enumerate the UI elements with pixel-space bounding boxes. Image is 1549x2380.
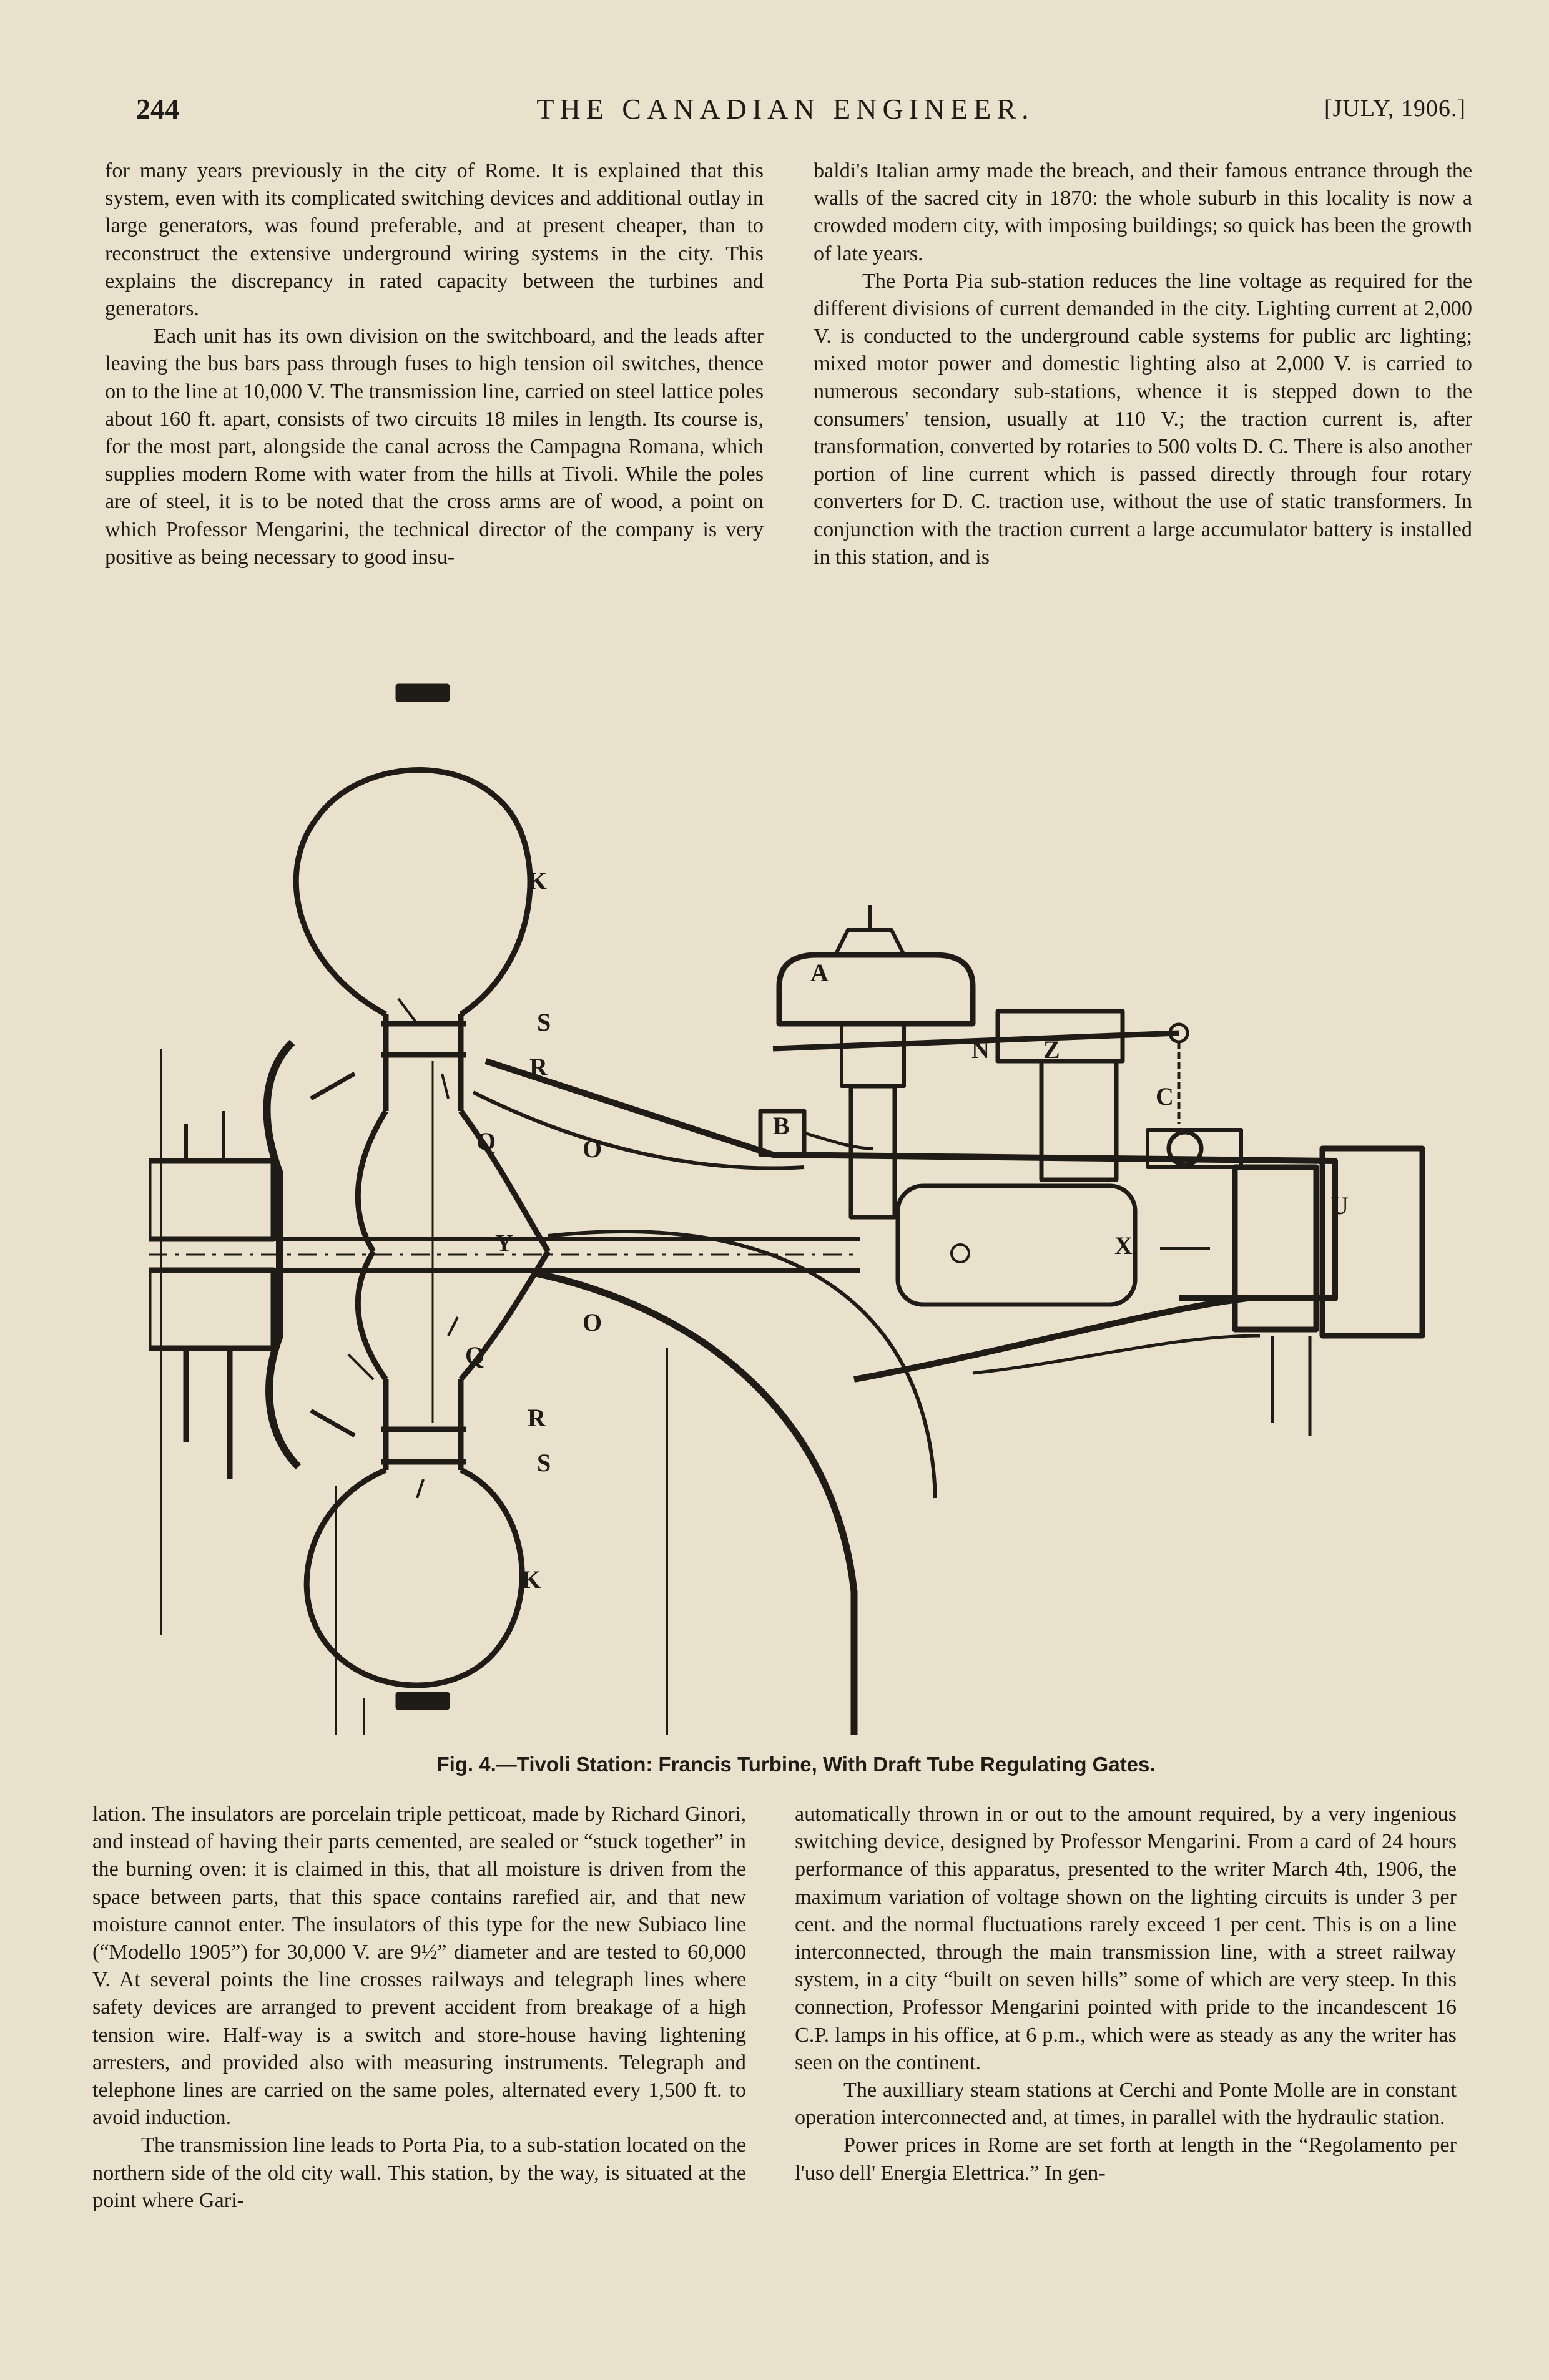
figure-label: Y [495, 1229, 513, 1257]
paragraph: The auxilliary steam stations at Cerchi and Ponte Molle are in constant operation interconnected and, at times, in parallel with the hydraulic station. [795, 2079, 1457, 2130]
top-left-column [105, 157, 764, 571]
figure-label: O [583, 1135, 602, 1163]
figure-label: N [971, 1036, 990, 1064]
paragraph: lation. The insulators are porcelain triple petticoat, made by Richard Ginori, and instead of having their parts cemented, are sealed or “stuck together” in the burning oven: it is claimed in this, that all moisture is driven from the space between parts, that this space contains rarefied air, and that new moisture cannot enter. The insulators of this type for the new Subiaco line (“Modello 1905”) for 30,000 V. are 9½” diameter and are tested to 60,000 V. At several points the line crosses railways and telegraph lines where safety devices are arranged to prevent accident from breakage of a high tension wire. Half-way is a switch and store-house having lightening arresters, and provided also with measuring instruments. Telegraph and telephone lines are carried on the same poles, alternated every 1,500 ft. to avoid induction. [92, 1803, 746, 2130]
paragraph: automatically thrown in or out to the amount required, by a very ingenious switching device, designed by Professor Mengarini. From a card of 24 hours performance of this apparatus, presented to the writer March 4th, 1906, the maximum variation of voltage shown on the lighting circuits is under 3 per cent. and the normal fluctuations rarely exceed 1 per cent. This is on a line interconnected, through the main transmission line, with a street railway system, in a city “built on seven hills” some of which are very steep. In this connection, Professor Mengarini pointed with pride to the incandescent 16 C.P. lamps in his office, at 6 p.m., which were as steady as any the writer has seen on the continent. [795, 1803, 1457, 2074]
paragraph: Power prices in Rome are set forth at length in the “Regolamento per l'uso dell' Energia Elettrica.” In gen- [795, 2133, 1457, 2185]
figure-label: Q [465, 1341, 485, 1369]
top-right-column [814, 157, 1472, 571]
turbine-drawing [149, 674, 1447, 1754]
bottom-left-column [92, 1801, 746, 2215]
paragraph: baldi's Italian army made the breach, and their famous entrance through the walls of the sacred city in 1870: the whole suburb in this locality is now a crowded modern city, with imposing buildings; so quick has been the growth of late years. [814, 159, 1472, 265]
figure-label: Q [476, 1127, 496, 1155]
figure-label: B [773, 1112, 790, 1140]
running-header [105, 92, 1466, 136]
issue-date: [JULY, 1906.] [1324, 95, 1466, 122]
figure-label: R [529, 1053, 548, 1081]
figure-label: A [810, 959, 829, 987]
figure-label: K [521, 1565, 541, 1594]
paragraph: Each unit has its own division on the switchboard, and the leads after leaving the bus bars pass through fuses to high tension oil switches, thence on to the line at 10,000 V. The transmission line, carried on steel lattice poles about 160 ft. apart, consists of two circuits 18 miles in length. Its course is, for the most part, alongside the canal across the Campagna Romana, which supplies modern Rome with water from the hills at Tivoli. While the poles are of steel, it is to be noted that the cross arms are of wood, a point on which Professor Mengarini, the technical director of the company is very positive as being necessary to good insu- [105, 325, 764, 569]
bottom-right-column [795, 1801, 1457, 2187]
figure-label: K [528, 867, 548, 895]
figure-label: X [1114, 1232, 1133, 1260]
paragraph: for many years previously in the city of Rome. It is explained that this system, even with its complicated switching devices and additional outlay in large generators, was found preferable, and at present cheaper, than to reconstruct the extensive underground wiring systems in the city. This explains the discrepancy in rated capacity between the turbines and generators. [105, 159, 764, 321]
figure-label: C [1156, 1082, 1174, 1110]
figure-label: R [528, 1404, 546, 1432]
paragraph: The transmission line leads to Porta Pia, to a sub-station located on the northern side of the old city wall. This station, by the way, is situated at the point where Gari- [92, 2133, 746, 2212]
figure-caption: Fig. 4.—Tivoli Station: Francis Turbine, With Draft Tube Regulating Gates. [436, 1753, 1156, 1776]
journal-title: THE CANADIAN ENGINEER. [536, 93, 1035, 125]
figure-label: U [1330, 1192, 1349, 1220]
paragraph: The Porta Pia sub-station reduces the line voltage as required for the different divisions of current demanded in the city. Lighting current at 2,000 V. is conducted to the underground cable systems for public arc lighting; mixed motor power and domestic lighting also at 2,000 V. is carried to numerous secondary sub-stations, whence it is stepped down to the consumers' tension, usually at 110 V.; the traction current is, after transformation, converted by rotaries to 500 volts D. C. There is also another portion of line current which is passed directly through four rotary converters for D. C. traction use, without the use of static transformers. In conjunction with the traction current a large accumulator battery is installed in this station, and is [814, 269, 1472, 569]
figure-label: S [537, 1008, 551, 1036]
figure-label: Z [1043, 1036, 1060, 1064]
turbine-figure [149, 674, 1447, 1754]
figure-label: O [583, 1308, 602, 1336]
figure-label: S [537, 1449, 551, 1477]
page-number: 244 [136, 93, 179, 125]
